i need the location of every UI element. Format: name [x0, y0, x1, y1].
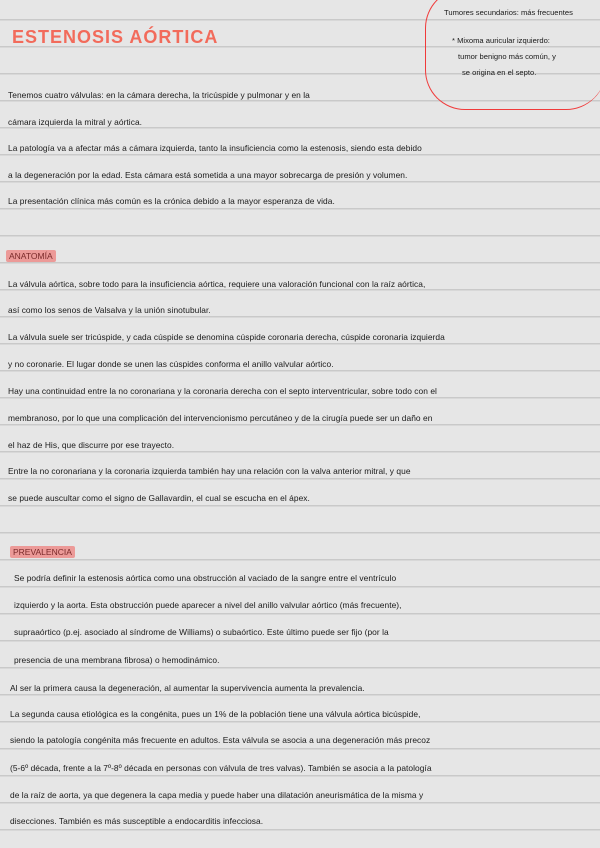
text-line: La válvula aórtica, sobre todo para la insuficiencia aórtica, requiere una valoración funcional con la raíz aórtica, — [8, 279, 426, 289]
text-line: Al ser la primera causa la degeneración, al aumentar la supervivencia aumenta la prevalencia. — [10, 683, 365, 693]
text-line: cámara izquierda la mitral y aórtica. — [8, 117, 143, 127]
text-line: La patología va a afectar más a cámara izquierda, tanto la insuficiencia como la estenosis, siendo esta debido — [8, 143, 422, 153]
text-line: (5-6º década, frente a la 7º-8º década en personas con válvula de tres valvas). También se asocia a la patología — [10, 763, 432, 773]
text-line: de la raíz de aorta, ya que degenera la capa media y puede haber una dilatación aneurismática de la misma y — [10, 790, 424, 800]
callout-line: tumor benigno más común, y — [458, 52, 556, 61]
text-line: Tenemos cuatro válvulas: en la cámara derecha, la tricúspide y pulmonar y en la — [8, 90, 310, 100]
callout-line: se origina en el septo. — [462, 68, 537, 77]
text-line: La válvula suele ser tricúspide, y cada cúspide se denomina cúspide coronaria derecha, cúspide coronaria izquierda — [8, 332, 445, 342]
text-line: el haz de His, que discurre por ese trayecto. — [8, 440, 175, 450]
text-line: y no coronarie. El lugar donde se unen las cúspides conforma el anillo valvular aórtico. — [8, 359, 334, 369]
text-line: La segunda causa etiológica es la congénita, pues un 1% de la población tiene una válvula aórtica bicúspide, — [10, 709, 421, 719]
text-line: así como los senos de Valsalva y la unión sinotubular. — [8, 305, 211, 315]
text-line: siendo la patología congénita más frecuente en adultos. Esta válvula se asocia a una degeneración más precoz — [10, 735, 431, 745]
text-line: presencia de una membrana fibrosa) o hemodinámico. — [14, 655, 220, 665]
section-header-anatomia: ANATOMÍA — [6, 250, 56, 262]
text-line: disecciones. También es más susceptible a endocarditis infecciosa. — [10, 816, 264, 826]
text-line: supraaórtico (p.ej. asociado al síndrome de Williams) o subaórtico. Este último puede ser fijo (por la — [14, 627, 389, 637]
section-header-prevalencia: PREVALENCIA — [10, 546, 75, 558]
text-line: a la degeneración por la edad. Esta cámara está sometida a una mayor sobrecarga de presión y volumen. — [8, 170, 408, 180]
text-line: La presentación clínica más común es la crónica debido a la mayor esperanza de vida. — [8, 196, 335, 206]
callout-line: * Mixoma auricular izquierdo: — [452, 36, 550, 45]
text-line: Hay una continuidad entre la no coronariana y la coronaria derecha con el septo interventricular, sobre todo con el — [8, 386, 437, 396]
text-line: membranoso, por lo que una complicación del intervencionismo percutáneo y de la cirugía puede ser un daño en — [8, 413, 433, 423]
text-line: Se podría definir la estenosis aórtica como una obstrucción al vaciado de la sangre entre el ventrículo — [14, 573, 397, 583]
text-line: Entre la no coronariana y la coronaria izquierda también hay una relación con la valva anterior mitral, y que — [8, 466, 411, 476]
text-line: se puede auscultar como el signo de Gallavardin, el cual se escucha en el ápex. — [8, 493, 310, 503]
text-line: izquierdo y la aorta. Esta obstrucción puede aparecer a nivel del anillo valvular aórtico (más frecuente), — [14, 600, 402, 610]
page-title: ESTENOSIS AÓRTICA — [12, 27, 219, 47]
callout-heading: Tumores secundarios: más frecuentes — [444, 8, 573, 17]
